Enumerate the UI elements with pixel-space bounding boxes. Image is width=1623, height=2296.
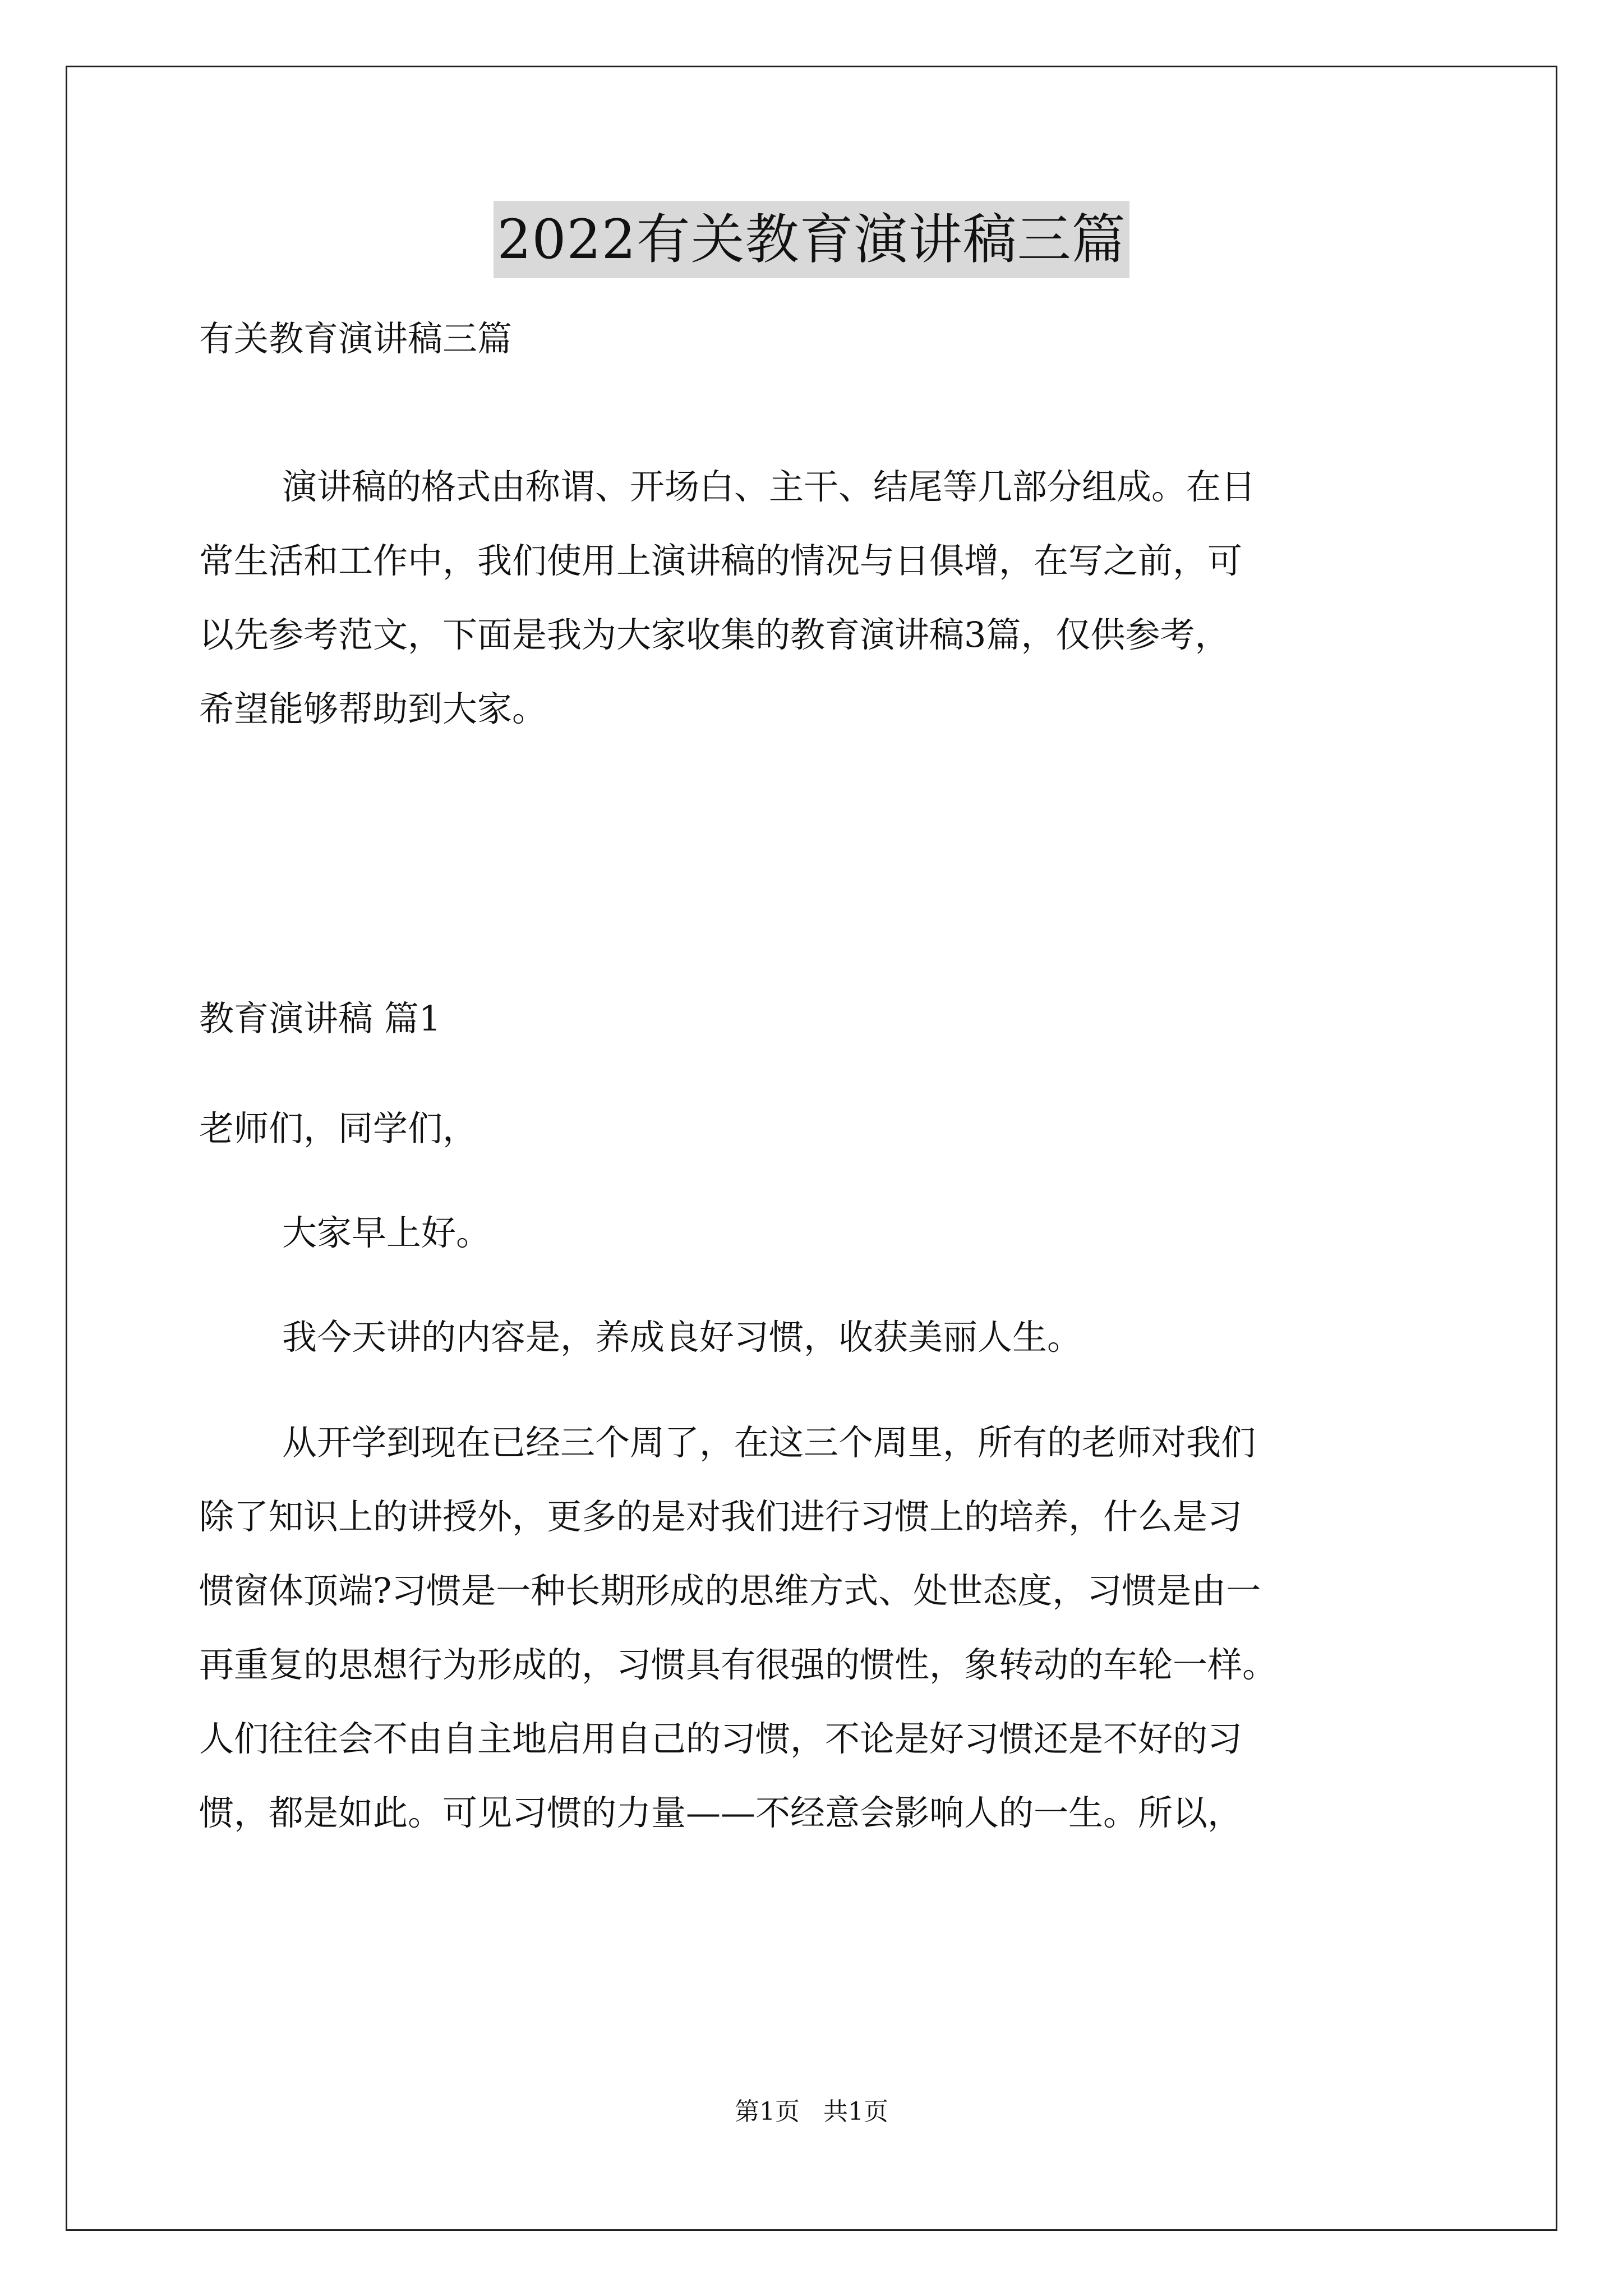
greeting-line: 老师们，同学们， xyxy=(199,1108,478,1149)
intro-line: 希望能够帮助到大家。 xyxy=(199,688,547,729)
intro-line: 演讲稿的格式由称谓、开场白、主干、结尾等几部分组成。在日 xyxy=(282,466,1256,507)
speech-topic: 我今天讲的内容是，养成良好习惯，收获美丽人生。 xyxy=(282,1317,1082,1358)
body-line: 从开学到现在已经三个周了，在这三个周里，所有的老师对我们 xyxy=(282,1422,1256,1463)
title-container xyxy=(0,201,1623,278)
body-line: 惯窗体顶端?习惯是一种长期形成的思维方式、处世态度，习惯是由一 xyxy=(199,1570,1261,1611)
document-subtitle: 有关教育演讲稿三篇 xyxy=(199,318,513,359)
morning-greeting: 大家早上好。 xyxy=(282,1212,491,1253)
body-line: 除了知识上的讲授外，更多的是对我们进行习惯上的培养，什么是习 xyxy=(199,1496,1243,1537)
body-line: 惯，都是如此。可见习惯的力量——不经意会影响人的一生。所以， xyxy=(199,1792,1243,1833)
section-heading: 教育演讲稿 篇1 xyxy=(199,998,441,1039)
intro-paragraph xyxy=(199,450,1433,746)
document-title: 2022有关教育演讲稿三篇 xyxy=(494,201,1129,278)
intro-line: 常生活和工作中，我们使用上演讲稿的情况与日俱增，在写之前，可 xyxy=(199,540,1243,581)
body-paragraph xyxy=(199,1406,1433,1850)
page-number-footer: 第1页 共1页 xyxy=(735,2097,888,2126)
body-line: 再重复的思想行为形成的，习惯具有很强的惯性，象转动的车轮一样。 xyxy=(199,1644,1278,1685)
body-line: 人们往往会不由自主地启用自己的习惯，不论是好习惯还是不好的习 xyxy=(199,1718,1243,1759)
intro-line: 以先参考范文，下面是我为大家收集的教育演讲稿3篇，仅供参考， xyxy=(199,614,1230,655)
